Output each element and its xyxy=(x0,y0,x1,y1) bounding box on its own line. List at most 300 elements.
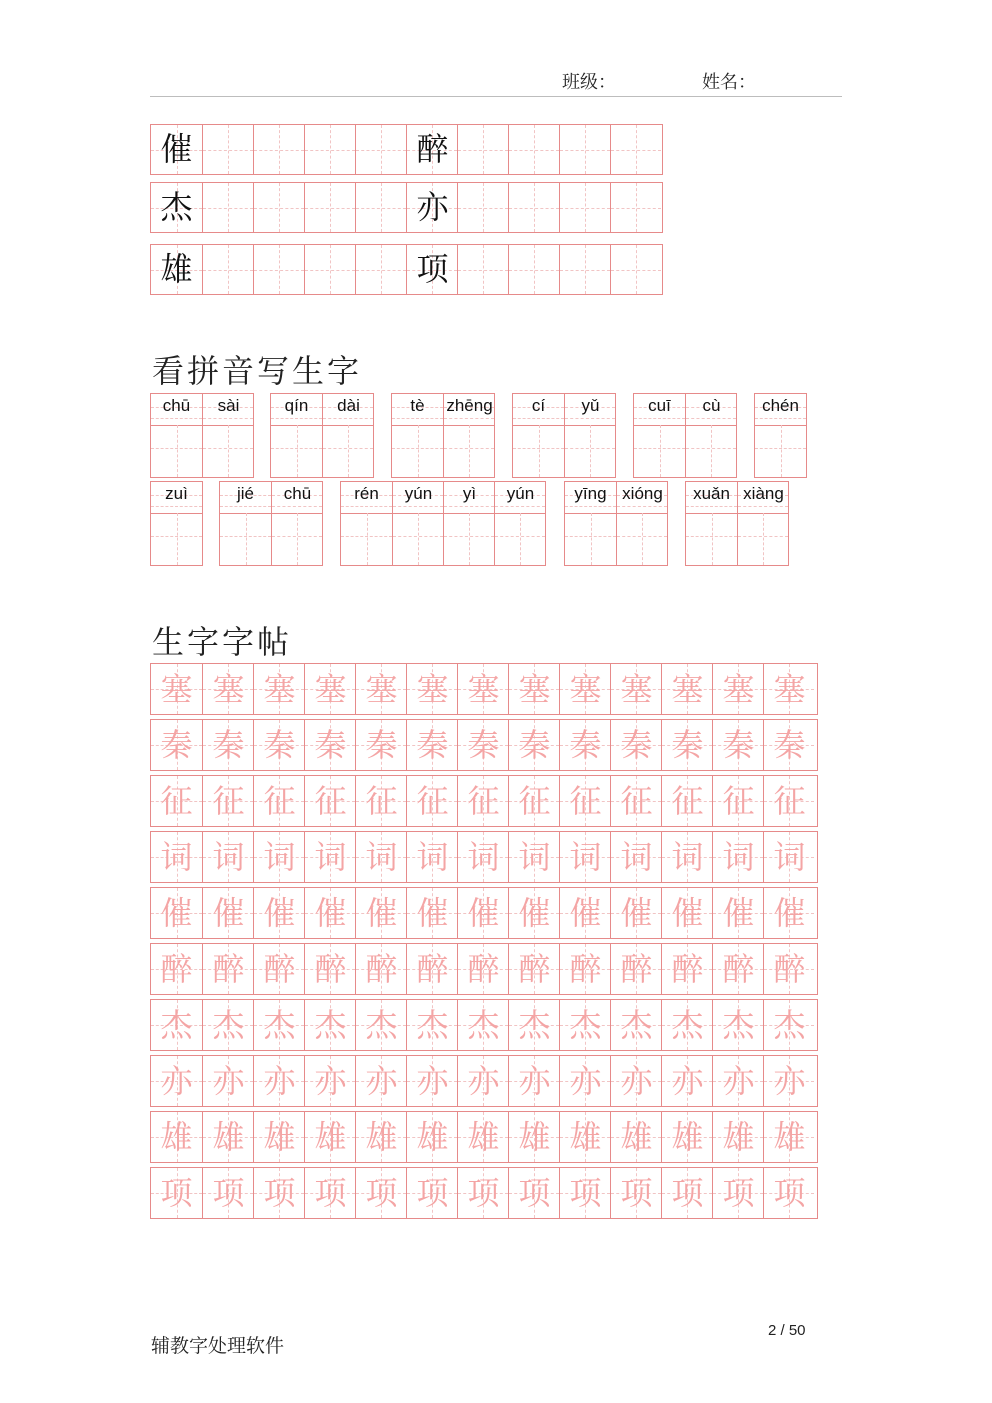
trace-character: 秦 xyxy=(518,726,551,764)
copybook-cell xyxy=(151,1112,202,1162)
copybook-cell xyxy=(712,1168,763,1218)
practice-cell xyxy=(406,125,457,174)
pinyin-guide-line xyxy=(617,506,667,507)
pinyin-cell xyxy=(634,394,685,477)
copybook-cell xyxy=(661,888,712,938)
copybook-cell xyxy=(763,1112,814,1162)
trace-character: 催 xyxy=(160,894,193,932)
practice-cell xyxy=(304,183,355,232)
practice-cell xyxy=(355,125,406,174)
copybook-cell xyxy=(355,720,406,770)
pinyin-guide-line xyxy=(495,506,545,507)
copybook-cell xyxy=(151,720,202,770)
copybook-cell xyxy=(457,776,508,826)
trace-character: 亦 xyxy=(671,1062,704,1100)
trace-character: 醉 xyxy=(722,950,755,988)
practice-cell xyxy=(151,125,202,174)
trace-character: 杰 xyxy=(722,1006,755,1044)
trace-character: 醉 xyxy=(160,950,193,988)
practice-cell xyxy=(457,125,508,174)
model-character: 醉 xyxy=(416,130,449,168)
trace-character: 秦 xyxy=(160,726,193,764)
practice-cell xyxy=(304,245,355,294)
copybook-cell xyxy=(508,720,559,770)
trace-character: 秦 xyxy=(722,726,755,764)
trace-character: 词 xyxy=(160,838,193,876)
trace-character: 项 xyxy=(467,1174,500,1212)
trace-character: 项 xyxy=(314,1174,347,1212)
practice-cell xyxy=(508,245,559,294)
practice-cell xyxy=(508,183,559,232)
trace-character: 催 xyxy=(365,894,398,932)
copybook-cell xyxy=(508,944,559,994)
trace-character: 杰 xyxy=(620,1006,653,1044)
pinyin-syllable: yǔ xyxy=(581,396,600,415)
writing-guide-line xyxy=(418,425,419,477)
writing-guide-line xyxy=(469,513,470,565)
pinyin-cell xyxy=(271,394,322,477)
writing-guide-line xyxy=(469,425,470,477)
pinyin-guide-line xyxy=(203,418,253,419)
trace-character: 词 xyxy=(365,838,398,876)
copybook-cell xyxy=(355,776,406,826)
writing-guide-line xyxy=(763,513,764,565)
trace-character: 杰 xyxy=(212,1006,245,1044)
copybook-cell xyxy=(457,664,508,714)
pinyin-cell xyxy=(685,394,736,477)
trace-character: 雄 xyxy=(365,1118,398,1156)
copybook-cell xyxy=(559,664,610,714)
copybook-cell xyxy=(610,832,661,882)
practice-cell xyxy=(610,183,661,232)
copybook-cell xyxy=(610,944,661,994)
pinyin-box xyxy=(150,393,254,478)
copybook-cell xyxy=(559,720,610,770)
pinyin-guide-line xyxy=(271,418,322,419)
pinyin-syllable: zuì xyxy=(165,484,188,503)
trace-character: 催 xyxy=(773,894,806,932)
pinyin-cell xyxy=(616,482,667,565)
copybook-cell xyxy=(763,1056,814,1106)
copybook-cell xyxy=(559,888,610,938)
trace-character: 催 xyxy=(467,894,500,932)
copybook-cell xyxy=(406,1112,457,1162)
trace-character: 催 xyxy=(263,894,296,932)
pinyin-guide-line xyxy=(151,506,202,507)
pinyin-cell xyxy=(443,394,494,477)
writing-guide-line xyxy=(348,425,349,477)
pinyin-cell xyxy=(392,394,443,477)
copybook-cell xyxy=(253,1112,304,1162)
copybook-cell xyxy=(610,776,661,826)
trace-character: 秦 xyxy=(620,726,653,764)
copybook-cell xyxy=(355,1056,406,1106)
trace-character: 醉 xyxy=(314,950,347,988)
trace-character: 杰 xyxy=(263,1006,296,1044)
model-character: 杰 xyxy=(160,188,193,226)
copybook-cell xyxy=(151,664,202,714)
copybook-cell xyxy=(559,1112,610,1162)
copybook-cell xyxy=(763,1168,814,1218)
copybook-cell xyxy=(559,832,610,882)
copybook-cell xyxy=(355,832,406,882)
trace-character: 雄 xyxy=(671,1118,704,1156)
pinyin-guide-line xyxy=(220,506,271,507)
copybook-cell xyxy=(304,720,355,770)
trace-character: 秦 xyxy=(773,726,806,764)
trace-character: 雄 xyxy=(314,1118,347,1156)
copybook-cell xyxy=(304,664,355,714)
pinyin-cell xyxy=(686,482,737,565)
copybook-cell xyxy=(610,1000,661,1050)
pinyin-syllable: tè xyxy=(410,396,425,415)
copybook-cell xyxy=(712,888,763,938)
practice-cell xyxy=(355,245,406,294)
pinyin-cell xyxy=(220,482,271,565)
name-label: 姓名： xyxy=(702,72,756,93)
trace-character: 词 xyxy=(263,838,296,876)
trace-character: 项 xyxy=(263,1174,296,1212)
pinyin-cell xyxy=(271,482,322,565)
pinyin-syllable: cí xyxy=(531,396,546,415)
copybook-cell xyxy=(304,1168,355,1218)
copybook-cell xyxy=(559,1056,610,1106)
trace-character: 征 xyxy=(365,782,398,820)
trace-character: 醉 xyxy=(365,950,398,988)
practice-cell xyxy=(610,245,661,294)
practice-cell xyxy=(559,245,610,294)
pinyin-syllable: rén xyxy=(354,484,379,503)
copybook-cell xyxy=(355,944,406,994)
writing-guide-line xyxy=(246,513,247,565)
copybook-cell xyxy=(253,944,304,994)
trace-character: 杰 xyxy=(160,1006,193,1044)
model-character: 亦 xyxy=(416,188,449,226)
copybook-cell xyxy=(559,944,610,994)
copybook-cell xyxy=(406,1168,457,1218)
copybook-row xyxy=(150,1167,818,1219)
copybook-cell xyxy=(304,1000,355,1050)
copybook-row xyxy=(150,1111,818,1163)
copybook-row xyxy=(150,831,818,883)
copybook-cell xyxy=(610,888,661,938)
copybook-row xyxy=(150,719,818,771)
copybook-cell xyxy=(610,720,661,770)
trace-character: 项 xyxy=(722,1174,755,1212)
trace-character: 催 xyxy=(569,894,602,932)
pinyin-syllable: dài xyxy=(337,396,360,415)
copybook-cell xyxy=(253,664,304,714)
model-character: 项 xyxy=(416,250,449,288)
trace-character: 醉 xyxy=(467,950,500,988)
trace-character: 塞 xyxy=(620,670,653,708)
copybook-cell xyxy=(304,944,355,994)
pinyin-guide-line xyxy=(272,506,322,507)
copybook-cell xyxy=(304,832,355,882)
trace-character: 塞 xyxy=(365,670,398,708)
copybook-cell xyxy=(202,1000,253,1050)
trace-character: 雄 xyxy=(518,1118,551,1156)
trace-character: 秦 xyxy=(416,726,449,764)
trace-character: 征 xyxy=(314,782,347,820)
writing-guide-line xyxy=(539,425,540,477)
copybook-cell xyxy=(508,832,559,882)
pinyin-syllable: xiàng xyxy=(743,484,784,503)
copybook-cell xyxy=(202,1112,253,1162)
trace-character: 征 xyxy=(467,782,500,820)
copybook-row xyxy=(150,775,818,827)
copybook-cell xyxy=(661,1168,712,1218)
copybook-cell xyxy=(151,944,202,994)
trace-character: 亦 xyxy=(365,1062,398,1100)
copybook-cell xyxy=(253,1056,304,1106)
trace-character: 项 xyxy=(416,1174,449,1212)
copybook-section-title: 生字字帖 xyxy=(152,623,293,661)
trace-character: 亦 xyxy=(416,1062,449,1100)
trace-character: 词 xyxy=(773,838,806,876)
practice-cell xyxy=(304,125,355,174)
copybook-cell xyxy=(457,944,508,994)
practice-cell xyxy=(457,183,508,232)
pinyin-syllable: sài xyxy=(217,396,240,415)
trace-character: 征 xyxy=(773,782,806,820)
writing-guide-line xyxy=(590,425,591,477)
copybook-cell xyxy=(763,776,814,826)
pinyin-box xyxy=(633,393,737,478)
pinyin-guide-line xyxy=(634,418,685,419)
copybook-cell xyxy=(661,1000,712,1050)
copybook-cell xyxy=(151,832,202,882)
pinyin-cell xyxy=(151,394,202,477)
pinyin-section-title: 看拼音写生字 xyxy=(152,352,363,390)
pinyin-guide-line xyxy=(686,506,737,507)
trace-character: 杰 xyxy=(671,1006,704,1044)
model-character: 催 xyxy=(160,130,193,168)
copybook-cell xyxy=(712,944,763,994)
trace-character: 秦 xyxy=(314,726,347,764)
copybook-cell xyxy=(253,888,304,938)
copybook-cell xyxy=(304,776,355,826)
copybook-cell xyxy=(508,1056,559,1106)
trace-character: 塞 xyxy=(671,670,704,708)
copybook-cell xyxy=(355,888,406,938)
copybook-row xyxy=(150,1055,818,1107)
copybook-cell xyxy=(712,832,763,882)
trace-character: 亦 xyxy=(314,1062,347,1100)
trace-character: 杰 xyxy=(773,1006,806,1044)
copybook-cell xyxy=(763,832,814,882)
copybook-cell xyxy=(559,776,610,826)
writing-guide-line xyxy=(297,513,298,565)
trace-character: 项 xyxy=(518,1174,551,1212)
pinyin-syllable: chén xyxy=(762,396,799,415)
pinyin-syllable: jié xyxy=(236,484,254,503)
trace-character: 征 xyxy=(671,782,704,820)
trace-character: 杰 xyxy=(467,1006,500,1044)
trace-character: 醉 xyxy=(212,950,245,988)
pinyin-guide-line xyxy=(686,418,736,419)
trace-character: 催 xyxy=(518,894,551,932)
pinyin-syllable: cù xyxy=(702,396,721,415)
pinyin-guide-line xyxy=(565,418,615,419)
writing-guide-line xyxy=(711,425,712,477)
copybook-cell xyxy=(712,720,763,770)
pinyin-box xyxy=(340,481,546,566)
copybook-cell xyxy=(457,888,508,938)
copybook-cell xyxy=(151,1056,202,1106)
copybook-cell xyxy=(457,1112,508,1162)
trace-character: 塞 xyxy=(416,670,449,708)
copybook-cell xyxy=(304,1112,355,1162)
trace-character: 塞 xyxy=(160,670,193,708)
copybook-row xyxy=(150,663,818,715)
copybook-cell xyxy=(712,1000,763,1050)
copybook-cell xyxy=(406,1056,457,1106)
copybook-cell xyxy=(406,888,457,938)
pinyin-cell xyxy=(513,394,564,477)
copybook-cell xyxy=(355,1168,406,1218)
copybook-cell xyxy=(661,720,712,770)
trace-character: 塞 xyxy=(722,670,755,708)
practice-cell xyxy=(253,125,304,174)
trace-character: 亦 xyxy=(569,1062,602,1100)
trace-character: 催 xyxy=(314,894,347,932)
trace-character: 词 xyxy=(569,838,602,876)
trace-character: 醉 xyxy=(569,950,602,988)
pinyin-cell xyxy=(565,482,616,565)
practice-row xyxy=(150,182,663,233)
trace-character: 醉 xyxy=(620,950,653,988)
trace-character: 醉 xyxy=(416,950,449,988)
trace-character: 雄 xyxy=(160,1118,193,1156)
practice-cell xyxy=(202,125,253,174)
pinyin-syllable: yún xyxy=(404,484,433,503)
pinyin-syllable: xióng xyxy=(622,484,663,503)
pinyin-syllable: qín xyxy=(284,396,309,415)
copybook-cell xyxy=(763,944,814,994)
model-character: 雄 xyxy=(160,250,193,288)
copybook-cell xyxy=(457,1056,508,1106)
pinyin-syllable: cuī xyxy=(648,396,671,415)
trace-character: 项 xyxy=(773,1174,806,1212)
writing-guide-line xyxy=(177,513,178,565)
pinyin-cell xyxy=(322,394,373,477)
practice-cell xyxy=(508,125,559,174)
copybook-cell xyxy=(406,720,457,770)
pinyin-guide-line xyxy=(392,418,443,419)
copybook-cell xyxy=(457,832,508,882)
trace-character: 催 xyxy=(212,894,245,932)
copybook-cell xyxy=(508,776,559,826)
copybook-cell xyxy=(253,776,304,826)
copybook-cell xyxy=(712,776,763,826)
trace-character: 项 xyxy=(671,1174,704,1212)
copybook-cell xyxy=(610,664,661,714)
pinyin-syllable: chū xyxy=(283,484,312,503)
pinyin-cell xyxy=(392,482,443,565)
copybook-cell xyxy=(151,776,202,826)
practice-row xyxy=(150,244,663,295)
pinyin-guide-line xyxy=(444,506,494,507)
pinyin-syllable: yún xyxy=(506,484,535,503)
pinyin-box xyxy=(512,393,616,478)
practice-cell xyxy=(406,183,457,232)
trace-character: 雄 xyxy=(263,1118,296,1156)
trace-character: 雄 xyxy=(212,1118,245,1156)
copybook-cell xyxy=(355,1000,406,1050)
trace-character: 杰 xyxy=(518,1006,551,1044)
trace-character: 亦 xyxy=(263,1062,296,1100)
pinyin-box xyxy=(270,393,374,478)
pinyin-guide-line xyxy=(444,418,494,419)
trace-character: 词 xyxy=(416,838,449,876)
trace-character: 杰 xyxy=(416,1006,449,1044)
trace-character: 征 xyxy=(722,782,755,820)
copybook-cell xyxy=(457,720,508,770)
copybook-cell xyxy=(406,832,457,882)
pinyin-cell xyxy=(443,482,494,565)
trace-character: 征 xyxy=(416,782,449,820)
trace-character: 塞 xyxy=(569,670,602,708)
pinyin-cell xyxy=(755,394,806,477)
copybook-cell xyxy=(661,664,712,714)
trace-character: 词 xyxy=(212,838,245,876)
copybook-cell xyxy=(661,1056,712,1106)
pinyin-guide-line xyxy=(151,418,202,419)
copybook-cell xyxy=(508,1168,559,1218)
trace-character: 醉 xyxy=(773,950,806,988)
pinyin-guide-line xyxy=(755,418,806,419)
copybook-row xyxy=(150,887,818,939)
practice-cell xyxy=(253,183,304,232)
copybook-cell xyxy=(406,776,457,826)
trace-character: 催 xyxy=(416,894,449,932)
trace-character: 词 xyxy=(518,838,551,876)
trace-character: 雄 xyxy=(773,1118,806,1156)
pinyin-box xyxy=(754,393,807,478)
trace-character: 亦 xyxy=(212,1062,245,1100)
copybook-cell xyxy=(610,1056,661,1106)
pinyin-cell xyxy=(202,394,253,477)
trace-character: 雄 xyxy=(620,1118,653,1156)
practice-cell xyxy=(151,183,202,232)
page-number: 2 / 50 xyxy=(768,1322,806,1339)
copybook-cell xyxy=(202,888,253,938)
copybook-cell xyxy=(253,832,304,882)
pinyin-cell xyxy=(494,482,545,565)
copybook-cell xyxy=(253,720,304,770)
copybook-cell xyxy=(508,888,559,938)
trace-character: 塞 xyxy=(263,670,296,708)
copybook-cell xyxy=(406,1000,457,1050)
copybook-row xyxy=(150,999,818,1051)
pinyin-box xyxy=(391,393,495,478)
copybook-cell xyxy=(763,720,814,770)
trace-character: 亦 xyxy=(620,1062,653,1100)
writing-guide-line xyxy=(712,513,713,565)
trace-character: 塞 xyxy=(518,670,551,708)
trace-character: 塞 xyxy=(314,670,347,708)
copybook-cell xyxy=(406,664,457,714)
trace-character: 亦 xyxy=(773,1062,806,1100)
copybook-cell xyxy=(457,1168,508,1218)
writing-guide-line xyxy=(228,425,229,477)
pinyin-cell xyxy=(341,482,392,565)
copybook-cell xyxy=(202,664,253,714)
trace-character: 征 xyxy=(569,782,602,820)
trace-character: 词 xyxy=(467,838,500,876)
copybook-cell xyxy=(304,1056,355,1106)
